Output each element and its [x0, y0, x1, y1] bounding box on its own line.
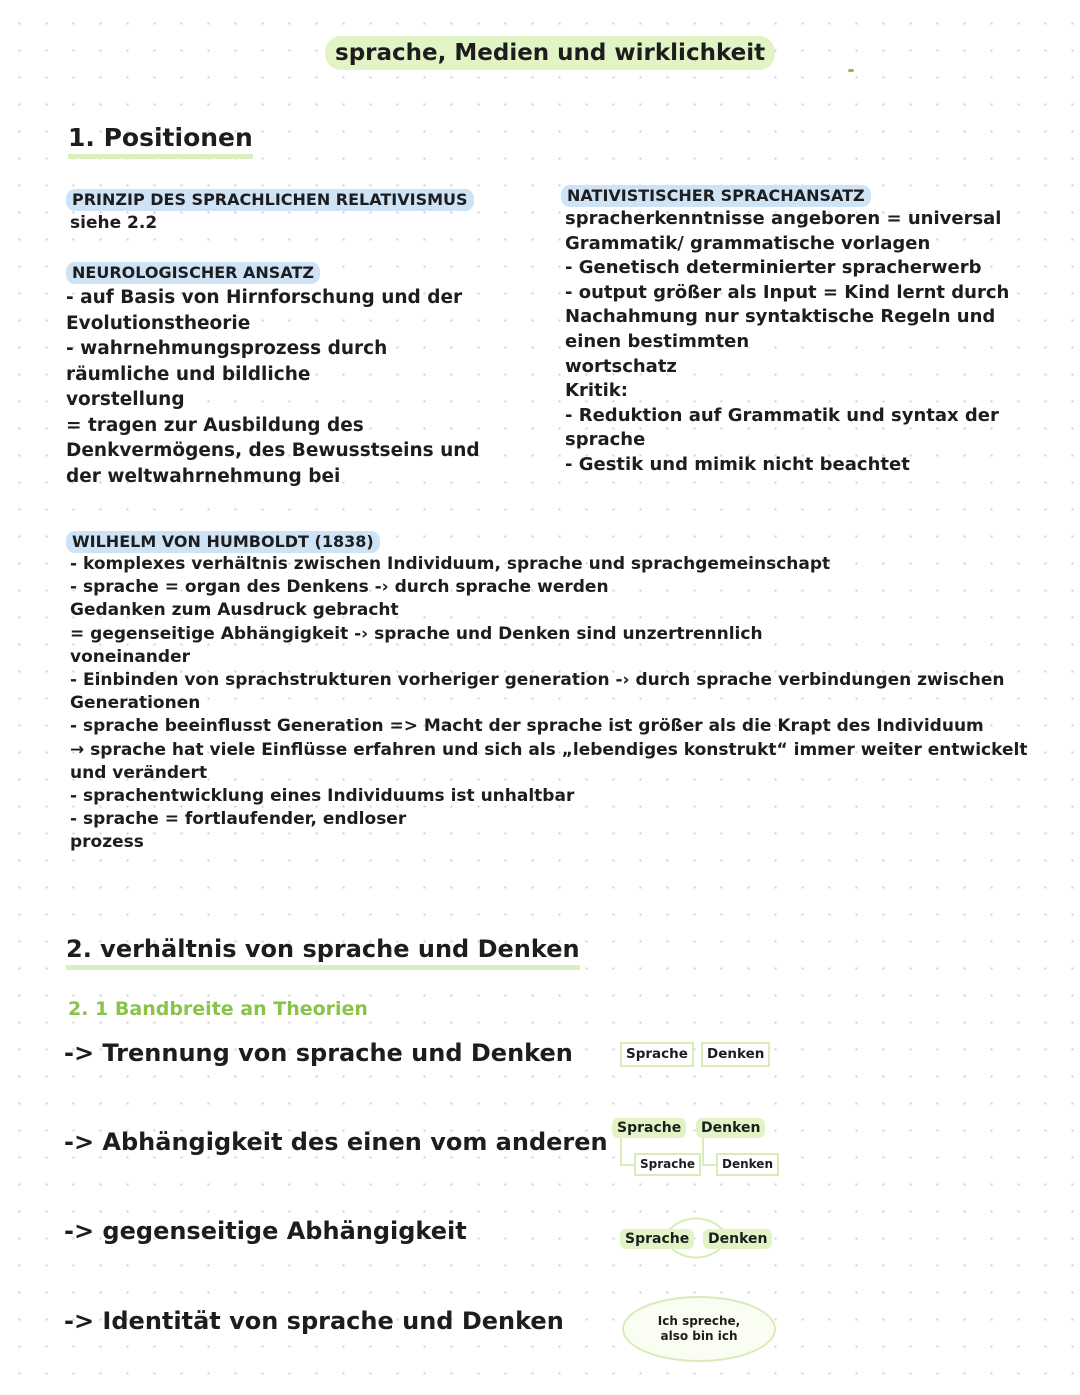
neurologisch-line: vorstellung	[66, 389, 185, 410]
nativistisch-line: Nachahmung nur syntaktische Regeln und	[565, 306, 996, 328]
theory-identitaet: -> Identität von sprache und Denken	[64, 1307, 564, 1335]
theory-gegenseitig: -> gegenseitige Abhängigkeit	[64, 1217, 467, 1245]
relativismus-heading: PRINZIP DES SPRACHLICHEN RELATIVISMUS	[66, 189, 474, 211]
nativistisch-line: - Gestik und mimik nicht beachtet	[565, 453, 910, 475]
humboldt-line: - sprache = organ des Denkens -› durch sprache werden	[70, 577, 609, 598]
nativistisch-line: Kritik:	[565, 380, 628, 402]
humboldt-line: = gegenseitige Abhängigkeit -› sprache und Denken sind unzertrennlich	[70, 623, 763, 644]
neurologisch-line: - wahrnehmungsprozess durch	[66, 338, 388, 359]
diagram-mutual-denken: Denken	[703, 1229, 772, 1249]
neurologisch-block	[66, 262, 480, 489]
section-heading-denken: 2. verhältnis von sprache und Denken	[66, 934, 580, 970]
humboldt-line: - Einbinden von sprachstrukturen vorheriger generation -› durch sprache verbindungen zwischen	[70, 670, 1005, 691]
neurologisch-line: Denkvermögens, des Bewusstseins und	[66, 440, 480, 461]
nativistisch-line: sprache	[565, 429, 646, 451]
humboldt-lines	[70, 553, 1027, 855]
relativismus-block	[70, 189, 474, 235]
theory-trennung: -> Trennung von sprache und Denken	[64, 1039, 573, 1067]
subsection-heading-theorien: 2. 1 Bandbreite an Theorien	[68, 998, 368, 1020]
nativistisch-line: spracherkenntnisse angeboren = universal	[565, 208, 1002, 229]
identity-ellipse	[622, 1296, 776, 1362]
neurologisch-heading: NEUROLOGISCHER ANSATZ	[66, 262, 320, 284]
nativistisch-line: - Genetisch determinierter spracherwerb	[565, 257, 982, 279]
diagram-box-sprache: Sprache	[620, 1042, 694, 1067]
humboldt-line: - sprache = fortlaufender, endloser	[70, 809, 407, 830]
humboldt-block	[70, 531, 1027, 855]
humboldt-line: - sprache beeinflusst Generation => Macht der sprache ist größer als die Krapt des Individuum	[70, 716, 984, 737]
theory-abhaengigkeit: -> Abhängigkeit des einen vom anderen	[64, 1128, 608, 1156]
diagram-box-sprache-small: Sprache	[634, 1153, 701, 1176]
nativistisch-lines	[565, 207, 1009, 478]
humboldt-line: → sprache hat viele Einflüsse erfahren und sich als „lebendiges konstrukt“ immer weiter entwickelt	[70, 739, 1028, 760]
humboldt-line: - sprachentwicklung eines Individuums ist unhaltbar	[70, 786, 575, 807]
nativistisch-line: Grammatik/ grammatische vorlagen	[565, 232, 931, 254]
neurologisch-line: der weltwahrnehmung bei	[66, 465, 341, 487]
neurologisch-line: Evolutionstheorie	[66, 312, 251, 334]
nativistisch-line: - output größer als Input = Kind lernt durch	[565, 281, 1010, 303]
relativismus-ref: siehe 2.2	[70, 213, 158, 233]
neurologisch-lines	[66, 285, 480, 489]
neurologisch-line: räumliche und bildliche	[66, 363, 311, 385]
humboldt-line: voneinander	[70, 646, 190, 667]
humboldt-line: Gedanken zum Ausdruck gebracht	[70, 600, 399, 621]
neurologisch-line: = tragen zur Ausbildung des	[66, 414, 364, 436]
identity-text: Ich spreche, also bin ich	[657, 1314, 741, 1343]
humboldt-heading: WILHELM VON HUMBOLDT (1838)	[66, 531, 380, 553]
diagram-mutual-sprache: Sprache	[620, 1229, 694, 1249]
nativistisch-line: wortschatz	[565, 355, 677, 377]
nativistisch-block	[565, 185, 1009, 478]
pen-mark	[848, 69, 854, 72]
nativistisch-heading: NATIVISTISCHER SPRACHANSATZ	[561, 185, 871, 207]
diagram-box-denken-small: Denken	[716, 1153, 779, 1176]
diagram-label-denken: Denken	[696, 1118, 765, 1138]
section-heading-positionen: 1. Positionen	[68, 123, 253, 159]
diagram-box-denken: Denken	[701, 1042, 770, 1067]
humboldt-line: Generationen	[70, 693, 201, 714]
page-title: sprache, Medien und wirklichkeit	[325, 36, 775, 70]
diagram-label-sprache: Sprache	[612, 1118, 686, 1138]
nativistisch-line: einen bestimmten	[565, 330, 750, 352]
neurologisch-line: - auf Basis von Hirnforschung und der	[66, 287, 463, 308]
humboldt-line: - komplexes verhältnis zwischen Individuum, sprache und sprachgemeinschapt	[70, 554, 831, 574]
humboldt-line: prozess	[70, 832, 144, 853]
humboldt-line: und verändert	[70, 762, 208, 783]
nativistisch-line: - Reduktion auf Grammatik und syntax der	[565, 404, 999, 426]
